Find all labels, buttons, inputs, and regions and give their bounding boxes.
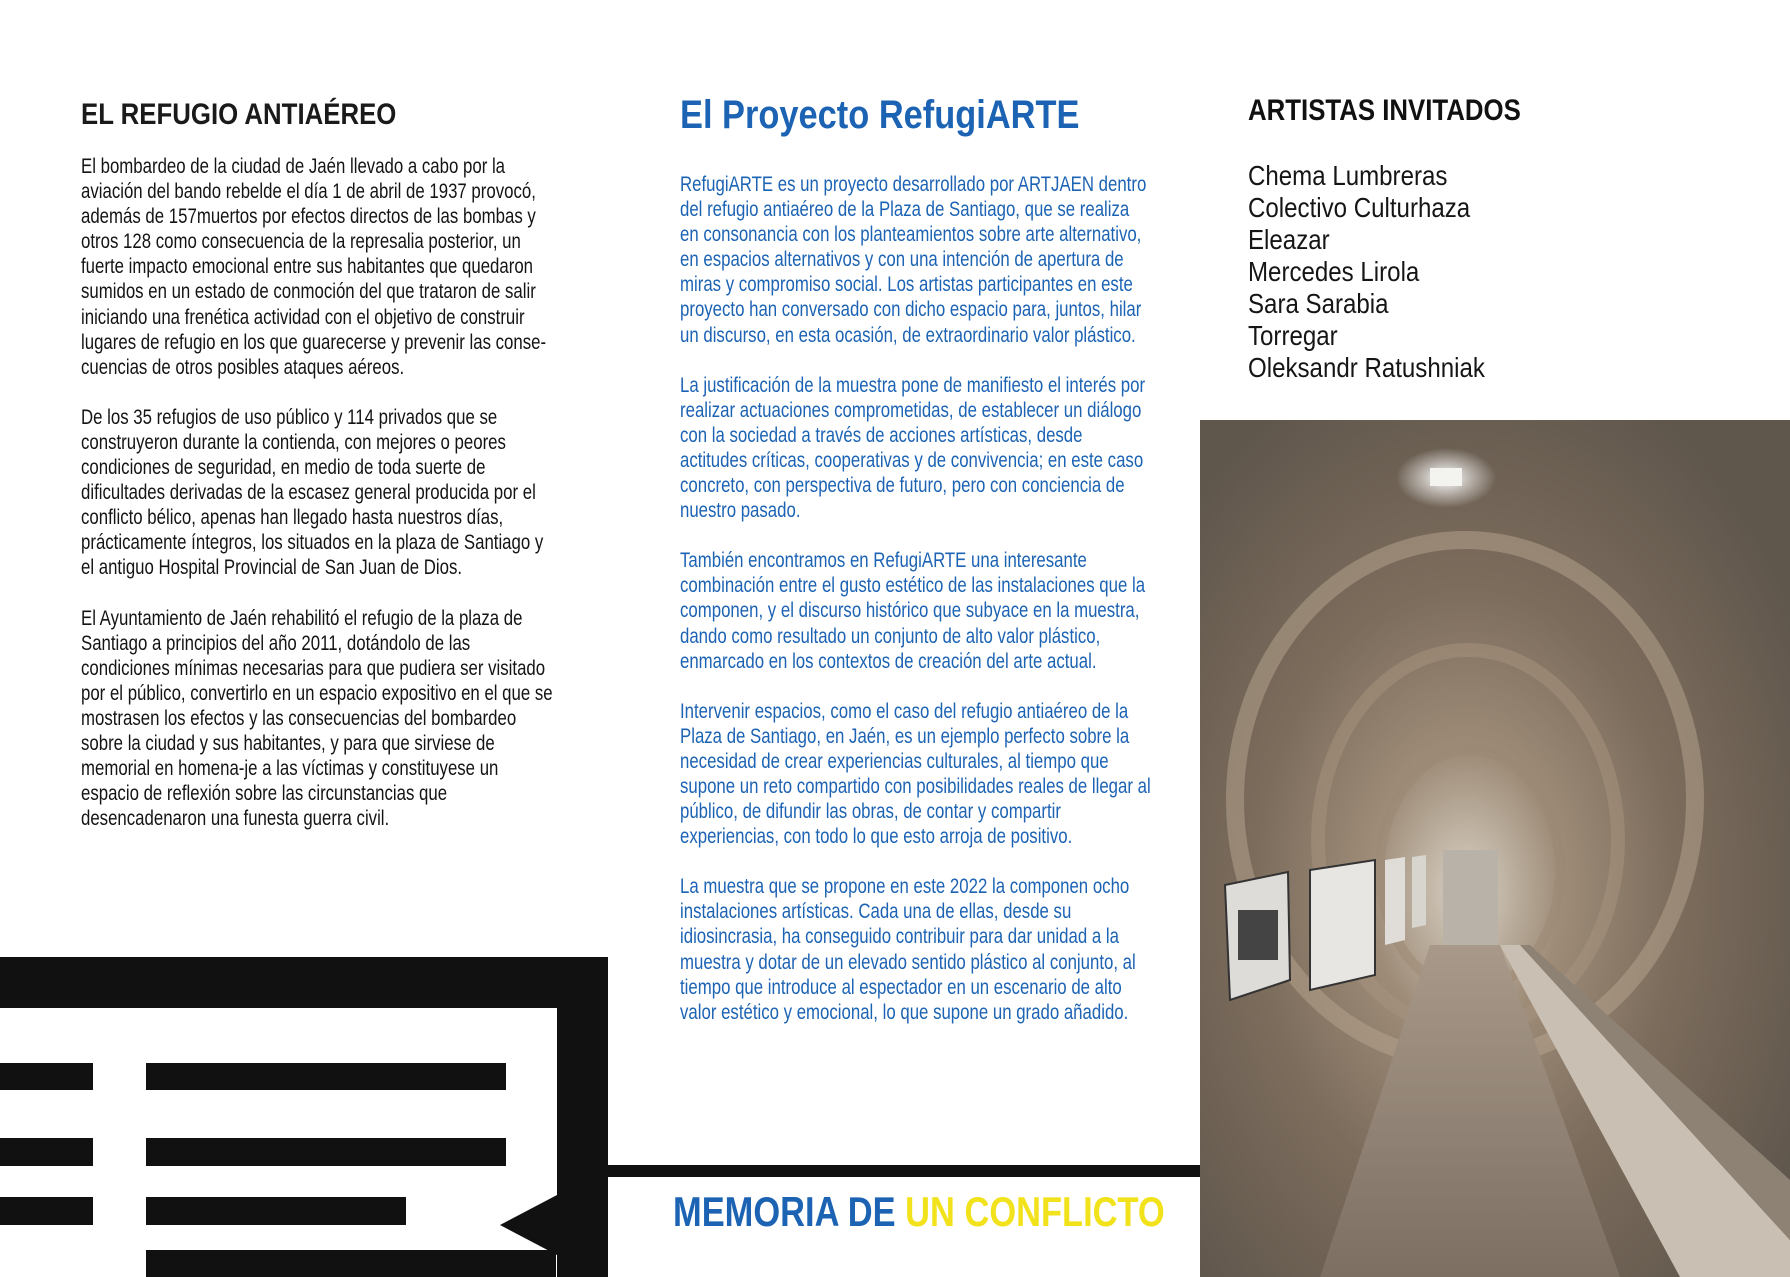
- middle-paragraph-2: La justificación de la muestra pone de manifiesto el interés por realizar actuaciones comprometidas, de establecer un diálogo con la sociedad a través de acciones artísticas, desde actitudes críticas, cooperativas y de convivencia; en este caso concreto, con perspectiva de futuro, pero con conciencia de nuestro pasado.: [680, 373, 1146, 523]
- middle-paragraph-3: También encontramos en RefugiARTE una interesante combinación entre el gusto estético de las instalaciones que la componen, y el discurso histórico que subyace en la muestra, dando como resultado un conjunto de alto valor plástico, enmarcado en los contextos de creación del arte actual.: [680, 549, 1146, 673]
- bottom-title-part2: UN CONFLICTO: [905, 1188, 1165, 1235]
- artist-name: Mercedes Lirola: [1248, 256, 1420, 287]
- artists-title: ARTISTAS INVITADOS: [1248, 94, 1521, 127]
- maze-arrow: [500, 1190, 560, 1260]
- artist-name: Colectivo Culturhaza: [1248, 192, 1471, 223]
- left-paragraph-2: De los 35 refugios de uso público y 114 privados que se construyeron durante la contienda, con mejores o peores condiciones de seguridad, en medio de toda suerte de dificultades derivadas de la escasez general producida por el conflicto bélico, apenas han llegado hasta nuestros días, prácticamente íntegros, los situados en la plaza de Santiago y el antiguo Hospital Provincial de San Juan de Dios.: [81, 405, 544, 580]
- artist-name: Chema Lumbreras: [1248, 160, 1448, 191]
- middle-paragraph-4: Intervenir espacios, como el caso del refugio antiaéreo de la Plaza de Santiago, en Jaén, es un ejemplo perfecto sobre la necesidad de crear experiencias culturales, al tiempo que supone un reto compartido con posibilidades reales de llegar al público, de difundir las obras, de contar y compartir experiencias, con todo lo que esto arroja de positivo.: [680, 699, 1151, 849]
- artists-list: [1248, 160, 1728, 384]
- right-column: [1248, 94, 1728, 384]
- maze-block: [0, 1197, 93, 1225]
- maze-block: [0, 1138, 93, 1166]
- artist-name: Oleksandr Ratushniak: [1248, 352, 1485, 383]
- maze-block: [146, 1197, 406, 1225]
- artist-name: Sara Sarabia: [1248, 288, 1389, 319]
- bottom-divider: [608, 1165, 1200, 1177]
- maze-block: [0, 1063, 93, 1090]
- left-paragraph-1: El bombardeo de la ciudad de Jaén llevado a cabo por la aviación del bando rebelde el día 1 de abril de 1937 provocó, además de 157muertos por efectos directos de las bombas y otros 128 como consecuencia de la represalia posterior, un fuerte impacto emocional entre sus habitantes que quedaron sumidos en un estado de conmoción del que trataron de salir iniciando una frenética actividad con el objetivo de construir lugares de refugio en los que guarecerse y prevenir las conse-cuencias de otros posibles ataques aéreos.: [81, 155, 547, 379]
- artist-name: Torregar: [1248, 320, 1338, 351]
- left-paragraph-3: El Ayuntamiento de Jaén rehabilitó el refugio de la plaza de Santiago a principios del año 2011, dotándolo de las condiciones mínimas necesarias para que pudiera ser visitado por el público, convertirlo en un espacio expositivo en el que se mostrasen los efectos y las consecuencias del bombardeo sobre la ciudad y sus habitantes, y para que sirviese de memorial en homena-je a las víctimas y constituyese un espacio de reflexión sobre las circunstancias que desencadenaron una funesta guerra civil.: [81, 606, 553, 831]
- left-column: [81, 98, 551, 856]
- maze-block: [557, 957, 608, 1277]
- middle-paragraph-1: RefugiARTE es un proyecto desarrollado por ARTJAEN dentro del refugio antiaéreo de la Plaza de Santiago, que se realiza en consonancia con los planteamientos sobre arte alternativo, en espacios alternativos y con una intención de apertura de miras y compromiso social. Los artistas participantes en este proyecto han conversado con dicho espacio para, juntos, hilar un discurso, en esta ocasión, de extraordinario valor plástico.: [680, 173, 1147, 347]
- tunnel-illustration: [1200, 420, 1790, 1277]
- artist-name: Eleazar: [1248, 224, 1330, 255]
- maze-block: [0, 957, 608, 1008]
- maze-block: [146, 1138, 506, 1166]
- tunnel-photo: [1200, 420, 1790, 1277]
- maze-block: [146, 1250, 556, 1277]
- bottom-title: [673, 1188, 1165, 1236]
- middle-title: El Proyecto RefugiARTE: [680, 93, 1080, 137]
- left-title: EL REFUGIO ANTIAÉREO: [81, 98, 397, 131]
- bottom-title-part1: MEMORIA DE: [673, 1188, 906, 1235]
- maze-block: [146, 1063, 506, 1090]
- middle-column: [680, 93, 1150, 1050]
- middle-paragraph-5: La muestra que se propone en este 2022 la componen ocho instalaciones artísticas. Cada una de ellas, desde su idiosincrasia, ha conseguido contribuir para dar unidad a la muestra y dotar de un elevado sentido plástico al conjunto, al tiempo que introduce al espectador en un escenario de alto valor estético y emocional, lo que supone un grado añadido.: [680, 875, 1136, 1024]
